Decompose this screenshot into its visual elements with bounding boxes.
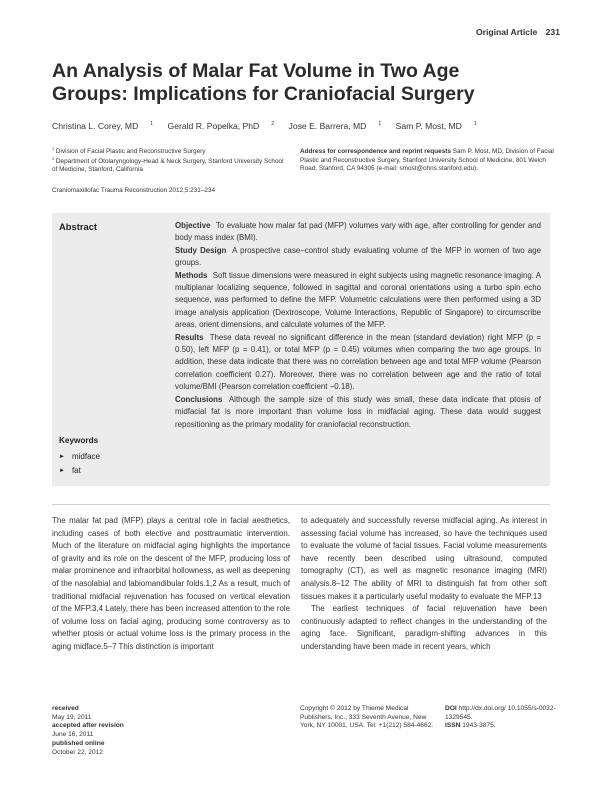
article-type: Original Article <box>475 27 538 37</box>
abstract-conclusions: Conclusions Although the sample size of this study was small, these data indicate that ptosis of midfacial fat is more important than volume loss in midfacial aging. These data would suggest repositioning as the primary modality for craniofacial reconstruction. <box>175 394 541 429</box>
journal-citation: Craniomaxillofac Trauma Reconstruction 2012;5:231–234 <box>52 186 216 194</box>
keyword-item: ► fat <box>59 464 100 478</box>
abstract-body <box>175 220 541 431</box>
body-paragraph: The malar fat pad (MFP) plays a central role in facial aesthetics, including cases of both elective and posttraumatic intervention. Much of the literature on midfacial aging highlights the importance of gravity and its role on the descent of the MFP, producing loss of malar prominence and infraorbital hollowness, as well as deepening of the nasolabial and labiomandibular folds.1,2 As a result, much of traditional midfacial rejuvenation has focused on vertical elevation of the MFP.3,4 Lately, there has been increased attention to the role of volume loss on facial aging, producing some controversy as to whether ptosis or actual volume loss is the primary process in the aging midface.5–7 This distinction is important <box>52 516 290 651</box>
correspondence <box>300 148 555 174</box>
correspondence-text: Sam P. Most, MD, Division of Facial Plastic and Reconstructive Surgery, Stanford University School of Medicine, 801 Welch Road, Stanford, CA 94305 (e-mail: smost@ohns.stanford.edu). <box>300 148 554 173</box>
article-history: received May 19, 2011 accepted after revision June 16, 2011 published online October 22, 2012 <box>52 705 124 756</box>
affiliation: $^2$ Department of Otolaryngology-Head & Neck Surgery, Stanford University School of Medicine, Stanford, California <box>52 156 284 174</box>
author: Gerald R. Popelka, PhD $^2$ <box>167 121 275 131</box>
copyright-notice: Copyright © 2012 by Thieme Medical Publishers, Inc., 333 Seventh Avenue, New York, NY 10001, USA. Tel: +1(212) 584-4662. <box>300 705 434 730</box>
running-header <box>476 27 560 37</box>
author-list <box>52 121 572 131</box>
abstract-objective: Objective To evaluate how malar fat pad (MFP) volumes vary with age, after controlling for gender and body mass index (BMI). <box>175 221 541 243</box>
correspondence-label: Address for correspondence and reprint requests <box>300 148 451 155</box>
body-column-left <box>52 515 290 654</box>
author: Jose E. Barrera, MD $^1$ <box>288 121 382 131</box>
keywords-list <box>59 450 100 478</box>
abstract-heading: Abstract <box>59 221 98 232</box>
page-number: 231 <box>545 27 560 37</box>
body-paragraph: to adequately and successfully reverse midfacial aging. As interest in assessing facial volume has increased, so have the techniques used to evaluate the volume of facial tissues. Facial volume measurements have recently been described using ultrasound, computed tomography (CT), as well as magnetic resonance imaging (MRI) analysis.8–12 The ability of MRI to distinguish fat from other soft tissues makes it a particularly useful modality to evaluate the MFP.13 <box>301 516 547 601</box>
abstract-methods: Methods Soft tissue dimensions were measured in eight subjects using magnetic resonance imaging. A multiplanar localizing sequence, followed in sagittal and coronal orientations using a turbo spin echo sequence, was performed to define the MFP. Volumetric calculations were then performed using a 3D image analysis application (Dextroscope, Volume Interactions, Republic of Singapore) to circumscribe areas, orient dimensions, and calculate volumes of the MFP. <box>175 270 541 330</box>
abstract-study-design: Study Design A prospective case–control study evaluating volume of the MFP in women of two age groups. <box>175 245 542 268</box>
author: Sam P. Most, MD $^1$ <box>395 121 477 131</box>
doi-issn <box>445 705 560 731</box>
body-paragraph: The earliest techniques of facial rejuvenation have been continuously adapted to reflect changes in the understanding of the aging face. Significant, paradigm-shifting advances in this understanding have been made in recent years, which <box>301 604 547 651</box>
keyword-item: ► midface <box>59 450 100 464</box>
doi[interactable]: DOI http://dx.doi.org/ 10.1055/s-0032-1329545. <box>445 705 556 721</box>
article-title: An Analysis of Malar Fat Volume in Two Age Groups: Implications for Craniofacial Surgery <box>52 60 475 105</box>
abstract-results: Results These data reveal no significant difference in the mean (standard deviation) right MFP (p = 0.50), left MFP (p = 0.41), or total MFP (p = 0.45) volumes when comparing the two age groups. In addition, these data indicate that there was no correlation between age and total MFP volume (Pearson correlation coefficient 0.27). Moreover, there was no correlation between age and the ratio of total volume/BMI (Pearson correlation coefficient −0.18). <box>175 332 541 392</box>
affiliation: $^1$ Division of Facial Plastic and Reconstructive Surgery <box>52 146 206 155</box>
affiliations <box>52 148 288 195</box>
section-divider <box>52 504 550 505</box>
author: Christina L. Corey, MD $^1$ <box>52 121 154 131</box>
issn: ISSN 1943-3875. <box>445 722 496 730</box>
keywords-heading: Keywords <box>59 436 99 445</box>
body-column-right <box>301 515 547 654</box>
